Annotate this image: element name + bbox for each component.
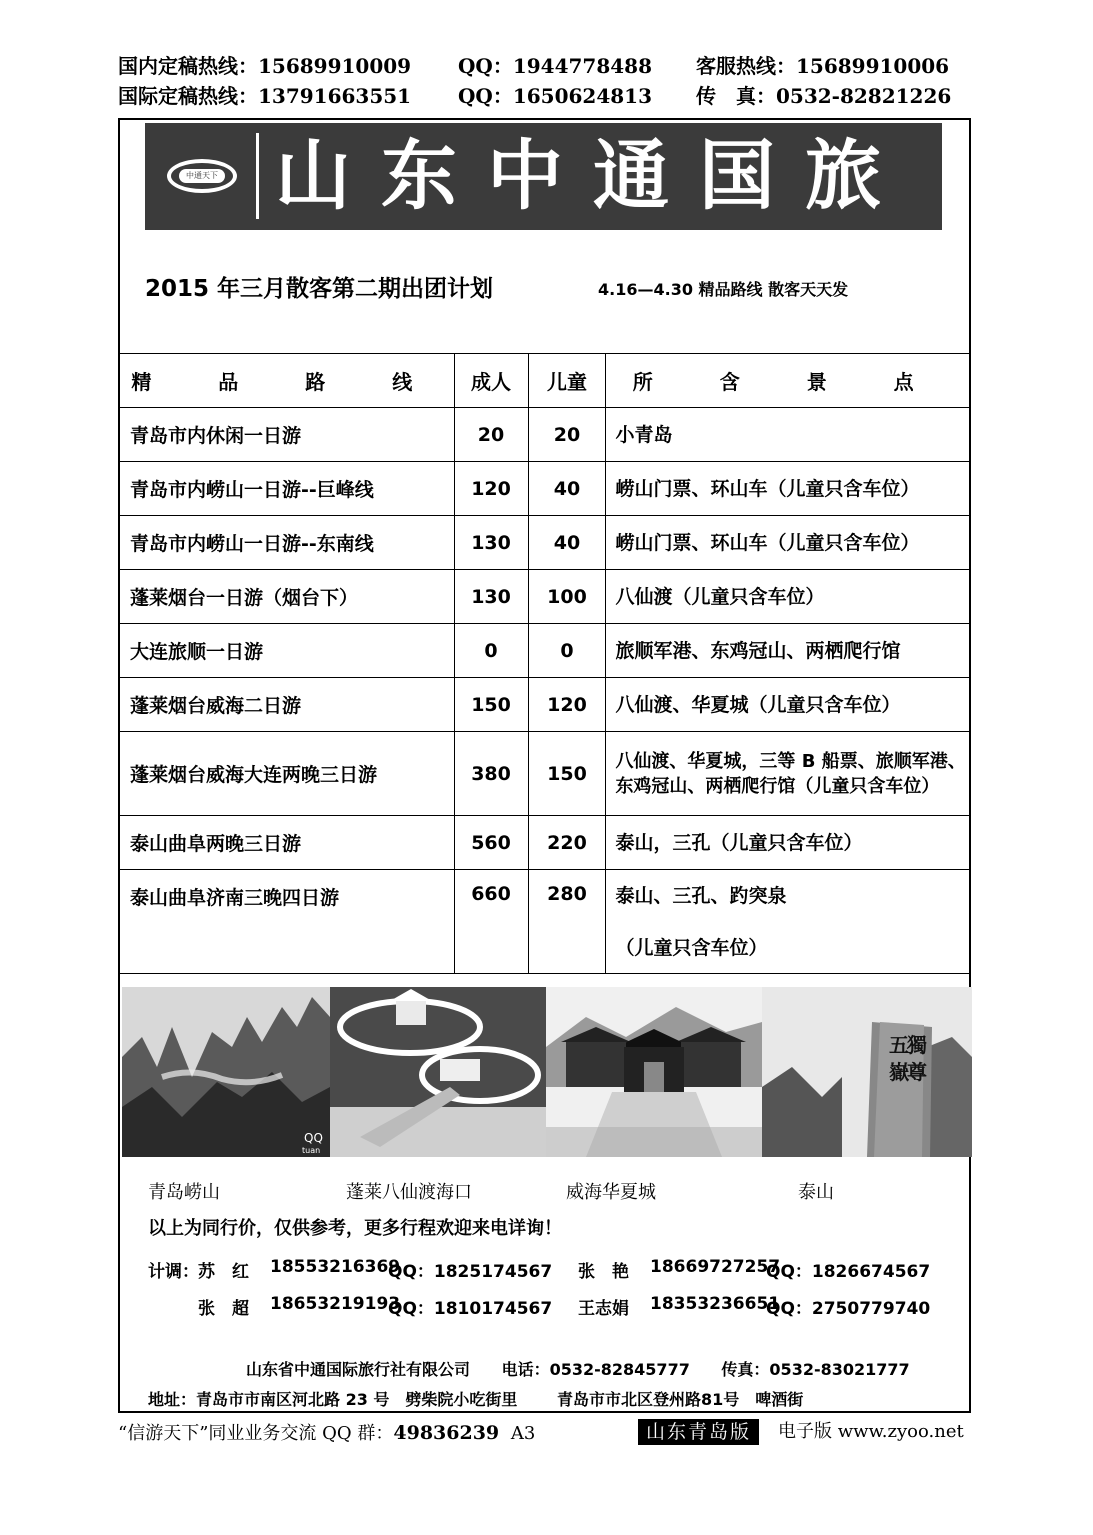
service-hotline: 客服热线：15689910006 xyxy=(696,54,950,78)
company-name: 山东省中通国际旅行社有限公司 xyxy=(246,1360,471,1379)
contact-qq: QQ：1826674567 xyxy=(766,1262,931,1282)
caption-penglai: 蓬莱八仙渡海口 xyxy=(346,1182,472,1203)
contact-phone: 18669727257 xyxy=(650,1257,781,1277)
huaxiacheng-gate-image xyxy=(546,987,762,1157)
route-spots-line2: （儿童只含车位） xyxy=(615,937,768,959)
contact-name: 苏 红 xyxy=(198,1262,249,1282)
edition-badge: 山东青岛版 xyxy=(638,1419,759,1445)
adult-price: 560 xyxy=(454,816,528,870)
route-name: 青岛市内崂山一日游--巨峰线 xyxy=(120,462,455,516)
route-name: 蓬莱烟台威海大连两晚三日游 xyxy=(120,732,455,816)
brand-banner xyxy=(145,123,942,230)
child-price: 100 xyxy=(528,570,606,624)
table-row xyxy=(120,462,971,516)
child-price xyxy=(528,870,606,974)
child-price: 150 xyxy=(528,732,606,816)
taishan-photo xyxy=(762,987,972,1157)
table-header xyxy=(120,354,971,408)
address-label: 地址： xyxy=(148,1390,197,1409)
watermark-small-text: tuan xyxy=(302,1146,321,1155)
route-name: 青岛市内崂山一日游--东南线 xyxy=(120,516,455,570)
adult-price: 130 xyxy=(454,570,528,624)
route-name-text: 泰山曲阜济南三晚四日游 xyxy=(130,887,340,909)
adult-price: 130 xyxy=(454,516,528,570)
domestic-qq: QQ：1944778488 xyxy=(458,54,653,78)
child-price: 0 xyxy=(528,624,606,678)
header-spots: 所 含 景 点 xyxy=(606,354,971,408)
page-number: A3 xyxy=(510,1423,536,1444)
page-footer xyxy=(118,1419,978,1445)
route-name xyxy=(120,870,455,974)
company-phone: 电话：0532-82845777 xyxy=(501,1360,690,1379)
child-price: 20 xyxy=(528,408,606,462)
contact-qq: QQ：2750779740 xyxy=(766,1299,931,1319)
domestic-hotline: 国内定稿热线：15689910009 xyxy=(118,54,412,78)
route-name: 蓬莱烟台威海二日游 xyxy=(120,678,455,732)
laoshan-photo xyxy=(122,987,330,1157)
address-2: 青岛市市北区登州路81号 啤酒街 xyxy=(557,1390,804,1409)
table-row xyxy=(120,816,971,870)
adult-price: 0 xyxy=(454,624,528,678)
fax-number: 传 真：0532-82821226 xyxy=(696,84,952,108)
adult-price-text: 660 xyxy=(471,883,511,905)
contact-name: 张 超 xyxy=(198,1299,249,1319)
company-logo xyxy=(153,133,259,219)
child-price: 40 xyxy=(528,462,606,516)
company-info xyxy=(246,1357,910,1380)
contact-name: 张 艳 xyxy=(578,1262,629,1282)
route-spots: 旅顺军港、东鸡冠山、两栖爬行馆 xyxy=(606,624,971,678)
route-spots-line1: 泰山、三孔、趵突泉 xyxy=(615,885,787,907)
qq-group-number: 49836239 xyxy=(393,1422,500,1444)
route-spots: 崂山门票、环山车（儿童只含车位） xyxy=(606,462,971,516)
contacts-label: 计调： xyxy=(148,1262,199,1282)
taishan-stone-image xyxy=(762,987,972,1157)
header-adult: 成人 xyxy=(454,354,528,408)
laoshan-mountain-image xyxy=(122,987,330,1157)
table-row xyxy=(120,516,971,570)
adult-price: 20 xyxy=(454,408,528,462)
child-price: 220 xyxy=(528,816,606,870)
baxiandu-pier-image xyxy=(330,987,546,1157)
header-child: 儿童 xyxy=(528,354,606,408)
company-fax: 传真：0532-83021777 xyxy=(721,1360,910,1379)
caption-laoshan: 青岛崂山 xyxy=(148,1182,220,1203)
table-row xyxy=(120,408,971,462)
adult-price: 150 xyxy=(454,678,528,732)
child-price: 40 xyxy=(528,516,606,570)
route-spots: 八仙渡、华夏城（儿童只含车位） xyxy=(606,678,971,732)
route-name: 青岛市内休闲一日游 xyxy=(120,408,455,462)
header-route: 精 品 路 线 xyxy=(120,354,455,408)
caption-weihai: 威海华夏城 xyxy=(566,1182,656,1203)
contact-phone: 18553216369 xyxy=(270,1257,401,1277)
route-spots: 八仙渡（儿童只含车位） xyxy=(606,570,971,624)
adult-price: 380 xyxy=(454,732,528,816)
watermark-text: QQ xyxy=(304,1131,323,1145)
table-row xyxy=(120,624,971,678)
table-row xyxy=(120,570,971,624)
route-spots: 崂山门票、环山车（儿童只含车位） xyxy=(606,516,971,570)
logo-oval-icon xyxy=(167,159,237,193)
address-1: 青岛市市南区河北路 23 号 劈柴院小吃街里 xyxy=(196,1390,518,1409)
price-disclaimer: 以上为同行价，仅供参考，更多行程欢迎来电详询！ xyxy=(148,1218,562,1239)
logo-text: 中通天下 xyxy=(179,169,225,183)
adult-price xyxy=(454,870,528,974)
route-table xyxy=(119,353,971,974)
table-row xyxy=(120,678,971,732)
brand-name: 山东中通国旅 xyxy=(275,131,911,220)
route-spots: 八仙渡、华夏城，三等 B 船票、旅顺军港、东鸡冠山、两栖爬行馆（儿童只含车位） xyxy=(606,732,971,816)
route-spots: 小青岛 xyxy=(606,408,971,462)
qq-group-label: “信游天下”同业业务交流 QQ 群： xyxy=(118,1423,394,1444)
contact-phone: 18653219193 xyxy=(270,1294,401,1314)
contact-name: 王志娟 xyxy=(578,1299,629,1319)
contact-qq: QQ：1825174567 xyxy=(388,1262,553,1282)
plan-title: 2015 年三月散客第二期出团计划 xyxy=(145,276,494,302)
photo-strip xyxy=(122,987,972,1157)
caption-taishan: 泰山 xyxy=(798,1182,834,1203)
stone-char-1: 五嶽獨尊 xyxy=(889,1033,927,1084)
weihai-photo xyxy=(546,987,762,1157)
table-row xyxy=(120,870,971,974)
route-spots: 泰山，三孔（儿童只含车位） xyxy=(606,816,971,870)
penglai-photo xyxy=(330,987,546,1157)
website-link[interactable]: 电子版 www.zyoo.net xyxy=(778,1421,964,1442)
contact-phone: 18353236651 xyxy=(650,1294,781,1314)
company-address xyxy=(148,1387,803,1410)
route-name: 蓬莱烟台一日游（烟台下） xyxy=(120,570,455,624)
contact-qq: QQ：1810174567 xyxy=(388,1299,553,1319)
child-price: 120 xyxy=(528,678,606,732)
intl-qq: QQ：1650624813 xyxy=(458,84,653,108)
route-name: 大连旅顺一日游 xyxy=(120,624,455,678)
route-spots xyxy=(606,870,971,974)
route-name: 泰山曲阜两晚三日游 xyxy=(120,816,455,870)
intl-hotline: 国际定稿热线：13791663551 xyxy=(118,84,412,108)
plan-subtitle: 4.16—4.30 精品路线 散客天天发 xyxy=(598,280,849,299)
adult-price: 120 xyxy=(454,462,528,516)
table-row xyxy=(120,732,971,816)
child-price-text: 280 xyxy=(547,883,587,905)
